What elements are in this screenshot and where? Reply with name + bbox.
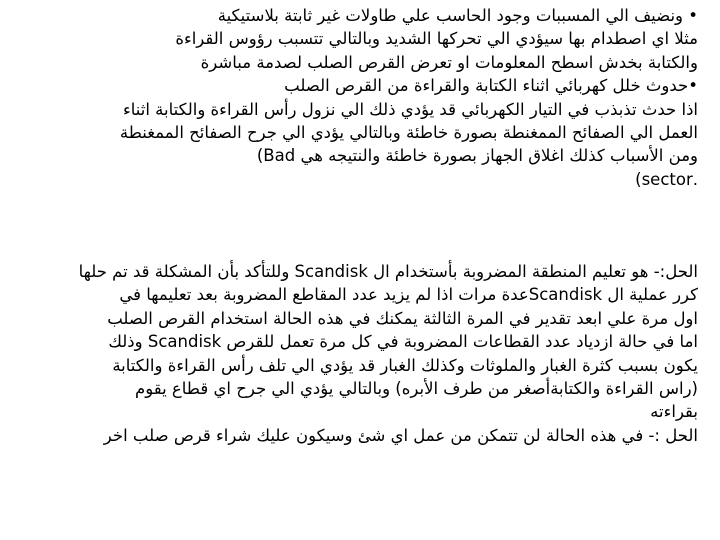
text-line: الحل :- في هذه الحالة لن تتمكن من عمل اي شئ وسيكون عليك شراء قرص صلب اخر <box>103 425 698 445</box>
text-line: الحل:- هو تعليم المنطقة المضروبة بأستخدام ال Scandisk وللتأكد بأن المشكلة قد تم حلها <box>78 262 698 281</box>
text-line: (راس القراءة والكتابةأصغر من طرف الأبره) وبالتالي يؤدي الي جرح اي قطاع يقوم <box>135 379 698 399</box>
text-line: .sector) <box>635 169 698 189</box>
text-line: ومن الأسباب كذلك اغلاق الجهاز بصورة خاطئة والنتيجه هي Bad) <box>256 146 698 166</box>
text-line: •حدوث خلل كهربائي اثناء الكتابة والقراءة من القرص الصلب <box>284 76 698 96</box>
solution-paragraph <box>28 260 698 447</box>
text-line: بقراءته <box>650 402 698 422</box>
text-line: العمل الي الصفائح الممغنطة بصورة خاطئة وبالتالي يؤدي الي جرح الصفائح الممغنطة <box>119 123 698 143</box>
text-line: كرر عملية ال Scandiskعدة مرات اذا لم يزيد عدد المقاطع المضروبة بعد تعليمها في <box>119 285 698 305</box>
text-line: والكتابة بخدش اسطح المعلومات او تعرض القرص الصلب لصدمة مباشرة <box>200 52 698 72</box>
text-line: • ونضيف الي المسببات وجود الحاسب علي طاولات غير ثابتة بلاستيكية <box>217 6 698 25</box>
text-line: اول مرة علي ابعد تقدير في المرة الثالثة يمكنك في هذه الحالة استخدام القرص الصلب <box>107 308 698 328</box>
text-line: يكون بسبب كثرة الغبار والملوثات وكذلك الغبار قد يؤدي الي تلف رأس القراءة والكتابة <box>112 355 698 375</box>
causes-paragraph <box>28 4 698 191</box>
text-line: اذا حدث تذبذب في التيار الكهربائي قد يؤدي ذلك الي نزول رأس القراءة والكتابة اثناء <box>122 99 698 119</box>
text-line: اما في حالة ازدياد عدد القطاعات المضروبة في كل مرة تعمل للقرص Scandisk وذلك <box>108 332 698 352</box>
text-line: مثلا اي اصطدام بها سيؤدي الي تحركها الشديد وبالتالي تتسبب رؤوس القراءة <box>175 29 698 49</box>
